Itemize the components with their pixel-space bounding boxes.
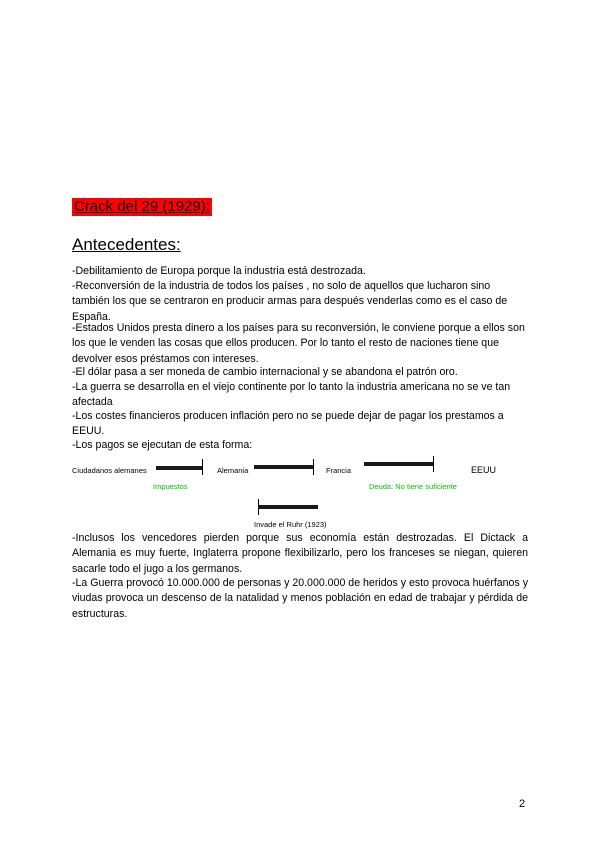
arrow-francia-alemania [258, 505, 318, 509]
document-heading: Crack del 29 (1929): [74, 198, 210, 215]
label-impuestos: Impuestos [153, 482, 188, 491]
paragraph-dolar: -El dólar pasa a ser moneda de cambio internacional y se abandona el patrón oro. [72, 366, 458, 378]
paragraph-guerra-continente: -La guerra se desarrolla en el viejo continente por lo tanto la industria americana no se ve tan afectada [72, 381, 511, 409]
paragraph-vencedores: -Inclusos los vencedores pierden porque sus economía están destrozadas. El Dictack a Alemania es muy fuerte, Inglaterra propone flexibilizarlo, pero los franceses se niegan, quieren sacarle todo el jugo a los germanos. [72, 532, 528, 575]
arrow-francia-eeuu [364, 462, 434, 466]
arrow-head [433, 456, 434, 472]
page-number: 2 [519, 798, 526, 810]
label-ciudadanos: Ciudadanos alemanes [72, 466, 147, 475]
paragraph-guerra-victimas: -La Guerra provocó 10.000.000 de personas y 20.000.000 de heridos y esto provoca huérfanos y viudas provoca un descenso de la natalidad y menos población en edad de trabajar y pérdida de estructuras. [72, 577, 528, 620]
paragraph-pagos: -Los pagos se ejecutan de esta forma: [72, 439, 253, 451]
arrow-head [313, 459, 314, 475]
paragraph-estados-unidos: -Estados Unidos presta dinero a los países para su reconversión, le conviene porque a ellos son los que le venden las cosas que ellos producen. Por lo tanto el resto de naciones tiene que devolver esos préstamos con intereses. [72, 322, 525, 365]
label-eeuu: EEUU [471, 465, 497, 475]
arrow-head [202, 459, 203, 475]
paragraph-debilitamiento: -Debilitamiento de Europa porque la industria está destrozada. [72, 265, 366, 277]
section-title: Antecedentes: [72, 235, 181, 254]
label-invade-ruhr: Invade el Ruhr (1923) [254, 520, 327, 529]
paragraph-reconversion: -Reconversión de la industria de todos los países , no solo de aquellos que lucharon sino también los que se centraron en producir armas para después venderlas como es el caso de España. [72, 280, 508, 323]
label-deuda: Deuda: No tiene suficiente [369, 482, 457, 491]
arrow-alemania-francia [254, 465, 314, 469]
label-alemania: Alemania [217, 466, 249, 475]
label-francia: Francia [326, 466, 352, 475]
arrow-ciudadanos-alemania [156, 466, 203, 470]
paragraph-costes-financieros: -Los costes financieros producen inflación pero no se puede dejar de pagar los prestamos a EEUU. [72, 410, 504, 438]
